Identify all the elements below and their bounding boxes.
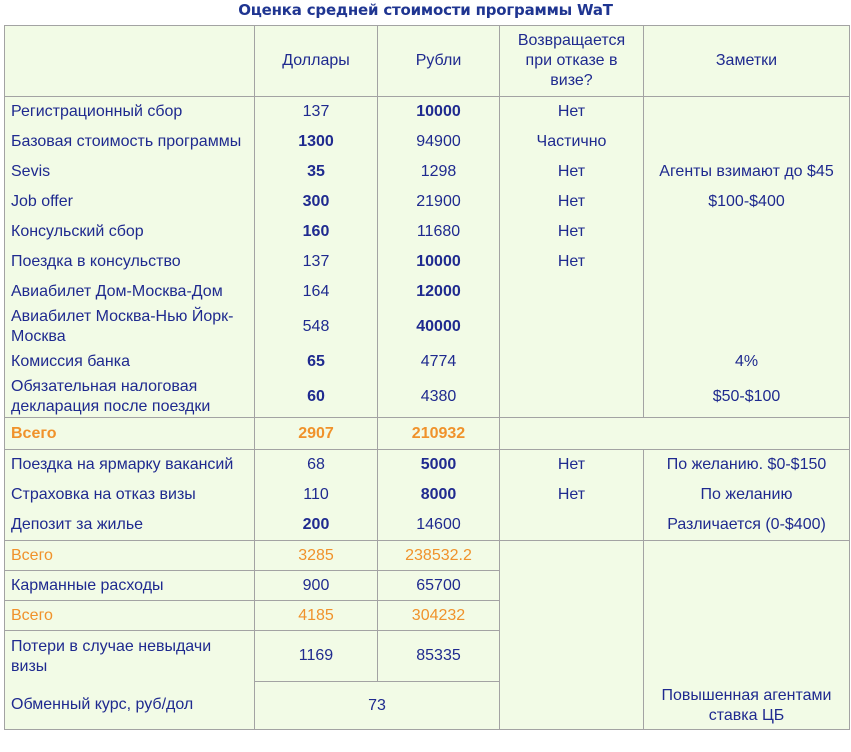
item-label: Комиссия банка — [11, 353, 130, 370]
rub-value: 8000 — [420, 486, 457, 503]
usd-value: 1300 — [298, 133, 334, 150]
block-b-usd — [255, 450, 378, 541]
usd-value: 110 — [303, 486, 329, 503]
refund-value: Нет — [557, 223, 586, 240]
note-value — [650, 97, 843, 127]
usd-value: 137 — [302, 103, 330, 120]
refund-value: Нет — [557, 486, 586, 503]
block-b-labels — [5, 450, 255, 541]
total-row-2 — [5, 541, 850, 571]
item-label: Регистрационный сбор — [11, 103, 183, 120]
usd-value: 137 — [302, 253, 330, 270]
usd-value: 548 — [302, 318, 330, 335]
rub-value: 4774 — [420, 353, 457, 370]
refund-value: Нет — [557, 253, 586, 270]
item-label: Консульский сбор — [11, 223, 144, 240]
page-title: Оценка средней стоимости программы WaT — [238, 1, 613, 19]
cost-table — [4, 25, 850, 730]
note-value — [650, 277, 843, 307]
item-label: Депозит за жилье — [11, 516, 144, 533]
rub-value: 11680 — [416, 223, 461, 240]
rub-value: 40000 — [416, 318, 461, 335]
note-value — [650, 217, 843, 247]
total-label: Всего — [5, 541, 255, 571]
note-value: $100-$400 — [708, 193, 785, 210]
rate-label: Обменный курс, руб/дол — [11, 696, 194, 713]
total-usd: 2907 — [255, 418, 378, 450]
total-rub: 238532.2 — [378, 541, 500, 571]
usd-value: 35 — [307, 163, 325, 180]
item-label: Авиабилет Москва-Нью Йорк-Москва — [11, 308, 234, 345]
item-label: Страховка на отказ визы — [11, 486, 196, 503]
item-label: Job offer — [11, 193, 73, 210]
pocket-usd: 900 — [255, 571, 378, 601]
pocket-rub: 65700 — [378, 571, 500, 601]
item-label: Авиабилет Дом-Москва-Дом — [11, 283, 223, 300]
refund-empty-cell — [500, 541, 644, 730]
header-row — [5, 26, 850, 97]
refund-value — [506, 377, 637, 417]
rub-value: 10000 — [416, 253, 461, 270]
block-a-refund — [500, 97, 644, 418]
rub-value: 94900 — [416, 133, 461, 150]
item-label: Обязательная налоговая декларация после поездки — [11, 378, 211, 415]
usd-value: 65 — [307, 353, 325, 370]
rub-value: 4380 — [420, 388, 457, 405]
refund-value: Нет — [557, 193, 586, 210]
block-b-row — [5, 450, 850, 541]
refund-value — [506, 277, 637, 307]
total-row-1 — [5, 418, 850, 450]
header-rubles: Рубли — [378, 26, 500, 97]
note-value — [650, 307, 843, 347]
total-rub: 210932 — [378, 418, 500, 450]
usd-value: 300 — [302, 193, 330, 210]
loss-usd: 1169 — [255, 631, 378, 682]
total-usd: 3285 — [255, 541, 378, 571]
loss-label: Потери в случае невыдачи визы — [11, 638, 212, 675]
block-b-rub — [378, 450, 500, 541]
rate-note: Повышенная агентами ставка ЦБ — [644, 541, 850, 730]
header-label — [5, 26, 255, 97]
refund-value — [506, 510, 637, 540]
rub-value: 14600 — [416, 516, 461, 533]
refund-value: Нет — [557, 456, 586, 473]
item-label: Sevis — [11, 163, 51, 180]
block-a-notes — [644, 97, 850, 418]
total-empty-cell — [500, 418, 850, 450]
block-b-refund — [500, 450, 644, 541]
note-value — [650, 247, 843, 277]
loss-rate-labels — [5, 631, 255, 730]
note-value: По желанию — [700, 486, 793, 503]
note-value — [650, 127, 843, 157]
block-a-rub — [378, 97, 500, 418]
total-rub: 304232 — [378, 601, 500, 631]
refund-value: Нет — [557, 163, 586, 180]
note-value: 4% — [734, 353, 759, 370]
refund-value: Нет — [557, 103, 586, 120]
pocket-label: Карманные расходы — [5, 571, 255, 601]
note-value: По желанию. $0-$150 — [666, 456, 827, 473]
item-label: Поездка в консульство — [11, 253, 181, 270]
header-dollars: Доллары — [255, 26, 378, 97]
refund-value — [506, 347, 637, 377]
refund-value — [506, 307, 637, 347]
rate-value: 73 — [255, 682, 500, 730]
usd-value: 68 — [307, 456, 325, 473]
total-label: Всего — [5, 601, 255, 631]
usd-value: 60 — [307, 388, 325, 405]
item-label: Поездка на ярмарку вакансий — [11, 456, 234, 473]
usd-value: 200 — [302, 516, 330, 533]
block-b-notes — [644, 450, 850, 541]
rub-value: 1298 — [420, 163, 457, 180]
total-label: Всего — [5, 418, 255, 450]
loss-rub: 85335 — [378, 631, 500, 682]
usd-value: 160 — [302, 223, 330, 240]
rub-value: 10000 — [416, 103, 461, 120]
rub-value: 21900 — [416, 193, 461, 210]
block-a-usd — [255, 97, 378, 418]
rub-value: 5000 — [420, 456, 457, 473]
rub-value: 12000 — [416, 283, 461, 300]
block-a-row — [5, 97, 850, 418]
total-usd: 4185 — [255, 601, 378, 631]
note-value: $50-$100 — [712, 388, 781, 405]
note-value: Агенты взимают до $45 — [659, 163, 834, 180]
refund-value: Частично — [536, 133, 607, 150]
block-a-labels — [5, 97, 255, 418]
header-notes: Заметки — [644, 26, 850, 97]
item-label: Базовая стоимость программы — [11, 133, 242, 150]
note-value: Различается (0-$400) — [667, 516, 826, 533]
header-refund: Возвращается при отказе в визе? — [500, 26, 644, 97]
usd-value: 164 — [302, 283, 330, 300]
